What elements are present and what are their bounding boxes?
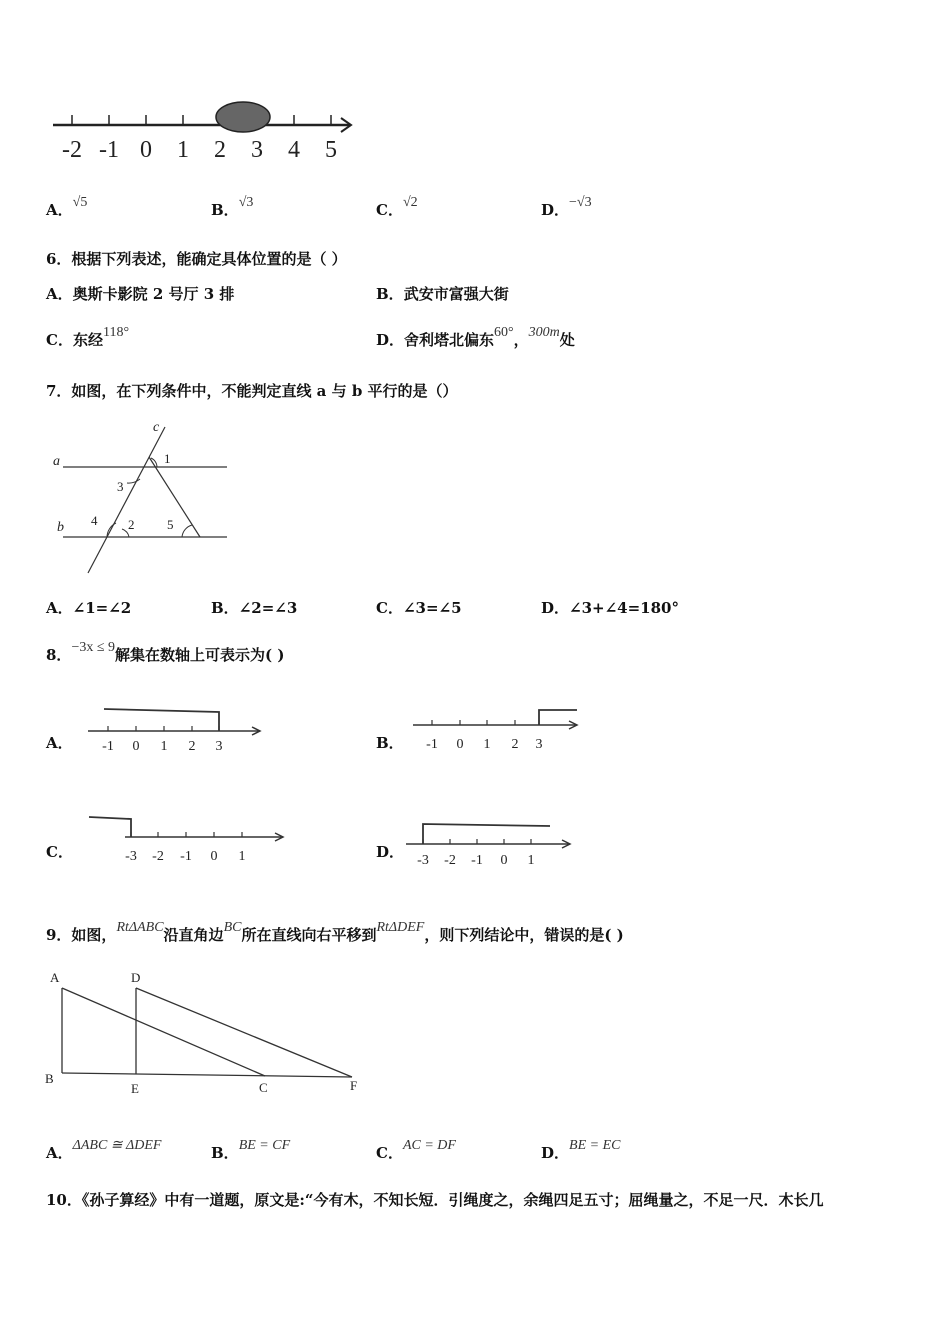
- tick-label: 1: [160, 739, 168, 754]
- tick-label: -1: [471, 853, 483, 868]
- option-letter: D．: [541, 1144, 570, 1162]
- option-sep: ，: [513, 331, 529, 349]
- angle-label: 5: [167, 517, 174, 532]
- q6-option-d[interactable]: [376, 325, 575, 350]
- line-label-c: c: [153, 420, 160, 435]
- tick-label: 1: [177, 137, 189, 163]
- option-letter: C．: [376, 201, 403, 219]
- q7-option-d[interactable]: [541, 597, 679, 618]
- option-letter: D．: [376, 331, 405, 349]
- ink-blot: [216, 102, 270, 132]
- q5-option-b[interactable]: [211, 195, 254, 220]
- q9-option-b[interactable]: [211, 1138, 291, 1163]
- q5-option-d[interactable]: [541, 195, 592, 220]
- option-math: 300m: [528, 325, 560, 340]
- tick-label: -2: [444, 853, 456, 868]
- option-text: 奥斯卡影院 2 号厅 3 排: [72, 285, 235, 303]
- tick-label: 0: [140, 137, 152, 163]
- tick-label: 2: [214, 137, 226, 163]
- option-letter: C．: [376, 1144, 403, 1162]
- option-math: 60°: [494, 325, 514, 340]
- tick-label: 3: [251, 137, 263, 163]
- question-number: 8．: [46, 646, 72, 664]
- q6-option-c[interactable]: [46, 325, 130, 350]
- q6-option-a[interactable]: [46, 283, 234, 304]
- option-letter: A．: [46, 599, 73, 617]
- option-letter: D．: [541, 201, 570, 219]
- q7-stem: 7．如图，在下列条件中，不能判定直线 a 与 b 平行的是（）: [46, 382, 458, 400]
- option-letter: A．: [46, 201, 73, 219]
- tick-label: -3: [417, 853, 429, 868]
- angle-label: 2: [128, 517, 135, 532]
- angle-label: 4: [91, 513, 98, 528]
- question-text: 所在直线向右平移到: [241, 926, 377, 944]
- q9-option-d[interactable]: [541, 1138, 621, 1163]
- tick-label: 0: [210, 849, 218, 864]
- tick-label: 0: [456, 737, 464, 752]
- q7-figure: [45, 415, 245, 585]
- vertex-label-e: E: [131, 1081, 139, 1096]
- vertex-label-d: D: [131, 970, 141, 985]
- tick-label: 1: [238, 849, 246, 864]
- tick-label: 4: [288, 137, 300, 163]
- q7-option-b[interactable]: [211, 597, 297, 618]
- q8-option-a-letter[interactable]: A．: [46, 734, 73, 752]
- option-text: 东经: [72, 331, 103, 349]
- q7-option-c[interactable]: [376, 597, 462, 618]
- tick-label: -1: [180, 849, 192, 864]
- tick-label: 0: [132, 739, 140, 754]
- option-letter: C．: [46, 331, 73, 349]
- tick-label: 3: [535, 737, 543, 752]
- vertex-label-c: C: [259, 1080, 268, 1095]
- option-letter: B．: [376, 285, 404, 303]
- q8-option-b-letter[interactable]: B．: [376, 734, 404, 752]
- q8-option-a-numberline: [80, 700, 270, 760]
- option-letter: D．: [541, 599, 570, 617]
- angle-label: 1: [164, 451, 171, 466]
- tick-label: 2: [511, 737, 519, 752]
- option-letter: C．: [376, 599, 403, 617]
- question-math: RtΔDEF: [376, 920, 425, 935]
- q10-stem: 10．《孙子算经》中有一道题，原文是:“今有木，不知长短．引绳度之，余绳四足五寸；屈绳量之，不足一尺．木长几: [46, 1191, 824, 1209]
- option-math: 118°: [102, 325, 130, 340]
- q5-number-line: [45, 95, 365, 170]
- tick-label: 5: [325, 137, 337, 163]
- option-math: BE = CF: [238, 1138, 291, 1153]
- line-label-b: b: [57, 520, 64, 535]
- question-math: RtΔABC: [116, 920, 164, 935]
- angle-label: 3: [117, 479, 124, 494]
- question-number: 9．如图，: [46, 926, 117, 944]
- tick-label: 0: [500, 853, 508, 868]
- q6-stem: 6．根据下列表述，能确定具体位置的是（ ）: [46, 250, 347, 268]
- option-math: BE = EC: [569, 1138, 621, 1153]
- option-text: ∠1=∠2: [72, 599, 132, 617]
- q9-figure: [40, 965, 370, 1100]
- tick-label: 2: [188, 739, 196, 754]
- option-math: √3: [238, 195, 254, 210]
- option-text: 武安市富强大街: [403, 285, 509, 303]
- q8-option-b-numberline: [405, 700, 595, 760]
- q8-option-c-letter[interactable]: C．: [46, 843, 73, 861]
- tick-label: 3: [215, 739, 223, 754]
- tick-label: -2: [62, 137, 82, 163]
- option-text: ∠3+∠4=180°: [569, 599, 679, 617]
- tick-label: -1: [99, 137, 119, 163]
- q9-stem: [46, 920, 624, 945]
- q8-option-c-numberline: [85, 810, 295, 870]
- q8-option-d-letter[interactable]: D．: [376, 843, 405, 861]
- option-math: √5: [72, 195, 88, 210]
- tick-label: 1: [483, 737, 491, 752]
- tick-label: 1: [527, 853, 535, 868]
- option-math: AC = DF: [402, 1138, 456, 1153]
- q5-option-a[interactable]: [46, 195, 88, 220]
- option-math: −√3: [569, 195, 592, 210]
- q8-option-d-numberline: [400, 810, 590, 870]
- q9-option-c[interactable]: [376, 1138, 456, 1163]
- question-text: 解集在数轴上可表示为( ): [115, 646, 285, 664]
- line-label-a: a: [53, 454, 60, 469]
- q9-option-a[interactable]: [46, 1138, 162, 1163]
- vertex-label-b: B: [45, 1071, 54, 1086]
- option-letter: B．: [211, 599, 239, 617]
- option-text: ∠3=∠5: [402, 599, 462, 617]
- question-text: 沿直角边: [163, 926, 224, 944]
- option-text: 处: [559, 331, 575, 349]
- vertex-label-f: F: [350, 1078, 358, 1093]
- option-letter: B．: [211, 1144, 239, 1162]
- question-text: ，则下列结论中，错误的是( ): [424, 926, 624, 944]
- tick-label: -1: [102, 739, 114, 754]
- option-text: ∠2=∠3: [238, 599, 298, 617]
- option-text: 舍利塔北偏东: [404, 331, 495, 349]
- q8-stem: [46, 640, 285, 665]
- question-math: BC: [223, 920, 242, 935]
- option-math: √2: [402, 195, 418, 210]
- tick-label: -3: [125, 849, 137, 864]
- option-letter: A．: [46, 285, 73, 303]
- q7-option-a[interactable]: [46, 597, 131, 618]
- tick-label: -1: [426, 737, 438, 752]
- q6-option-b[interactable]: [376, 283, 509, 304]
- option-letter: B．: [211, 201, 239, 219]
- vertex-label-a: A: [50, 970, 60, 985]
- option-math: ΔABC ≅ ΔDEF: [72, 1138, 162, 1153]
- q5-option-c[interactable]: [376, 195, 418, 220]
- inequality-math: −3x ≤ 9: [71, 640, 116, 655]
- option-letter: A．: [46, 1144, 73, 1162]
- tick-label: -2: [152, 849, 164, 864]
